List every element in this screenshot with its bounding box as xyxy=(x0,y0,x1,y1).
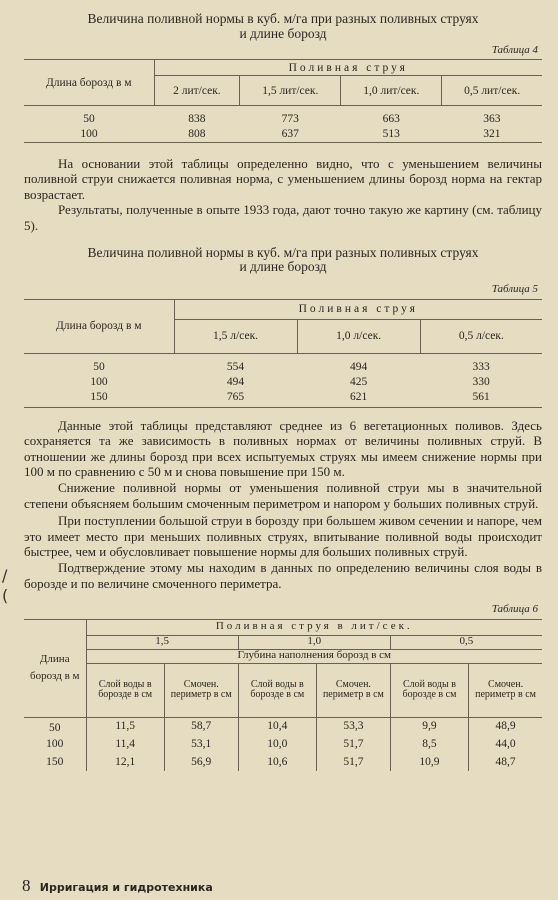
table4-col-header: 0,5 лит/сек. xyxy=(442,76,542,106)
table4-label: Таблица 4 xyxy=(491,43,538,56)
table-row xyxy=(24,735,542,753)
table-cell: 53,1 xyxy=(164,735,238,753)
paragraph: Результаты, полученные в опыте 1933 года, дают точно такую же картину (см. таблицу 5). xyxy=(24,202,542,233)
table4 xyxy=(24,59,542,143)
table6-sub-header: Глубина наполнения борозд в см xyxy=(86,649,542,663)
table-cell: 48,9 xyxy=(469,717,542,735)
table-cell: 637 xyxy=(281,127,299,140)
table6-col-header: Слой воды в борозде в см xyxy=(86,663,164,717)
table-row xyxy=(24,353,542,374)
table4-row-header: Длина борозд в м xyxy=(45,76,132,89)
table-row xyxy=(24,390,542,408)
paragraph: На основании этой таблицы определенно видно, что с уменьшением величины поливной струи снижается поливная норма, с уменьшением длины борозд норма на гектар возрастает. xyxy=(24,155,542,202)
table6-col-header: Смочен. периметр в см xyxy=(469,663,542,717)
table-cell: 58,7 xyxy=(164,717,238,735)
table-cell: 50 xyxy=(83,113,95,126)
table-cell: 513 xyxy=(382,127,400,140)
table6-flow-header: 1,5 xyxy=(86,635,238,649)
paragraph: При поступлении большой струи в борозду при большем живом сечении и напоре, чем это имеет место при меньших поливных струях, впитывание поливной воды происходит быстрее, чем и обусловливает повышение нормы для больших поливных струй. xyxy=(24,513,542,560)
table6-row-header: Длина борозд в м xyxy=(30,652,80,683)
table-cell: 48,7 xyxy=(469,753,542,771)
table5 xyxy=(24,299,542,408)
table6-group-header: Поливная струя в лит/сек. xyxy=(86,619,542,635)
table-cell: 425 xyxy=(350,375,368,388)
table4-group-header: Поливная струя xyxy=(154,60,542,76)
table6-flow-header: 1,0 xyxy=(238,635,390,649)
table-cell: 11,5 xyxy=(86,717,164,735)
table-cell: 621 xyxy=(350,390,368,403)
margin-pencil-mark: ( xyxy=(2,586,9,605)
table4-col-header: 1,0 лит/сек. xyxy=(341,76,442,106)
table6-col-header: Смочен. периметр в см xyxy=(164,663,238,717)
table6-label: Таблица 6 xyxy=(491,603,538,616)
table-cell: 663 xyxy=(382,113,400,126)
table6-col-header: Слой воды в борозде в см xyxy=(390,663,468,717)
table-cell: 12,1 xyxy=(86,753,164,771)
paragraph: Подтверждение этому мы находим в данных по определению величины слоя воды в борозде и по величине смоченного периметра. xyxy=(24,560,542,591)
table-cell: 838 xyxy=(188,113,206,126)
table-cell: 363 xyxy=(483,113,501,126)
table5-row-header: Длина борозд в м xyxy=(55,320,142,333)
table-cell: 561 xyxy=(472,390,490,403)
table6-flow-header: 0,5 xyxy=(390,635,542,649)
table-cell: 773 xyxy=(281,113,299,126)
table5-group-header: Поливная струя xyxy=(174,299,542,319)
table4-col-header: 1,5 лит/сек. xyxy=(240,76,341,106)
table-cell: 10,6 xyxy=(238,753,316,771)
paragraph: Снижение поливной нормы от уменьшения поливной струи мы в значительной степени объясняем большим смоченным периметром и напором у больших поливных струй. xyxy=(24,480,542,511)
table-cell: 50 xyxy=(93,360,105,373)
table-cell: 10,0 xyxy=(238,735,316,753)
table-row xyxy=(24,374,542,390)
table5-title: Величина поливной нормы в куб. м/га при разных поливных струях и длине борозд xyxy=(87,244,479,275)
table-cell: 330 xyxy=(472,375,490,388)
page-number: 8 xyxy=(22,876,31,895)
table-cell: 100 xyxy=(80,127,98,140)
table-cell: 53,3 xyxy=(316,717,390,735)
table-row xyxy=(24,126,542,142)
table5-col-header: 0,5 л/сек. xyxy=(420,319,542,353)
table-cell: 494 xyxy=(350,360,368,373)
journal-title: Ирригация и гидротехника xyxy=(39,881,213,894)
table6-col-header: Слой воды в борозде в см xyxy=(238,663,316,717)
table-cell: 808 xyxy=(188,127,206,140)
table-row xyxy=(24,753,542,771)
table-cell: 8,5 xyxy=(390,735,468,753)
table6 xyxy=(24,619,542,772)
paragraph: Данные этой таблицы представляют среднее из 6 вегетационных поливов. Здесь сохраняется та же зависимость в поливных нормах от величины поливных струй. В отношении же длины борозд при всех испытуемых струях мы имеем снижение нормы при 100 м по сравнению с 50 м и снова повышение при 150 м. xyxy=(24,417,542,480)
table5-label: Таблица 5 xyxy=(491,283,538,296)
table-cell: 554 xyxy=(226,360,245,373)
table-cell: 10,9 xyxy=(390,753,468,771)
table-cell: 100 xyxy=(90,375,108,388)
table5-col-header: 1,0 л/сек. xyxy=(297,319,420,353)
table-cell: 100 xyxy=(46,738,64,751)
table6-col-header: Смочен. периметр в см xyxy=(316,663,390,717)
page-footer xyxy=(22,876,213,897)
table-row xyxy=(24,106,542,127)
table4-title: Величина поливной нормы в куб. м/га при разных поливных струях и длине борозд xyxy=(87,11,479,41)
table-cell: 333 xyxy=(472,360,490,373)
table5-col-header: 1,5 л/сек. xyxy=(174,319,297,353)
table-cell: 51,7 xyxy=(316,753,390,771)
table-cell: 11,4 xyxy=(86,735,164,753)
table-cell: 50 xyxy=(49,722,61,735)
table-cell: 10,4 xyxy=(238,717,316,735)
table-cell: 765 xyxy=(226,390,245,403)
table-cell: 494 xyxy=(226,375,245,388)
margin-pencil-mark: / xyxy=(2,566,8,585)
table-cell: 9,9 xyxy=(390,717,468,735)
table-cell: 150 xyxy=(90,390,108,403)
table-cell: 150 xyxy=(46,756,64,769)
table-cell: 51,7 xyxy=(316,735,390,753)
table-cell: 44,0 xyxy=(469,735,542,753)
table-cell: 56,9 xyxy=(164,753,238,771)
table-cell: 321 xyxy=(483,127,501,140)
table4-col-header: 2 лит/сек. xyxy=(154,76,240,106)
table-row xyxy=(24,717,542,735)
